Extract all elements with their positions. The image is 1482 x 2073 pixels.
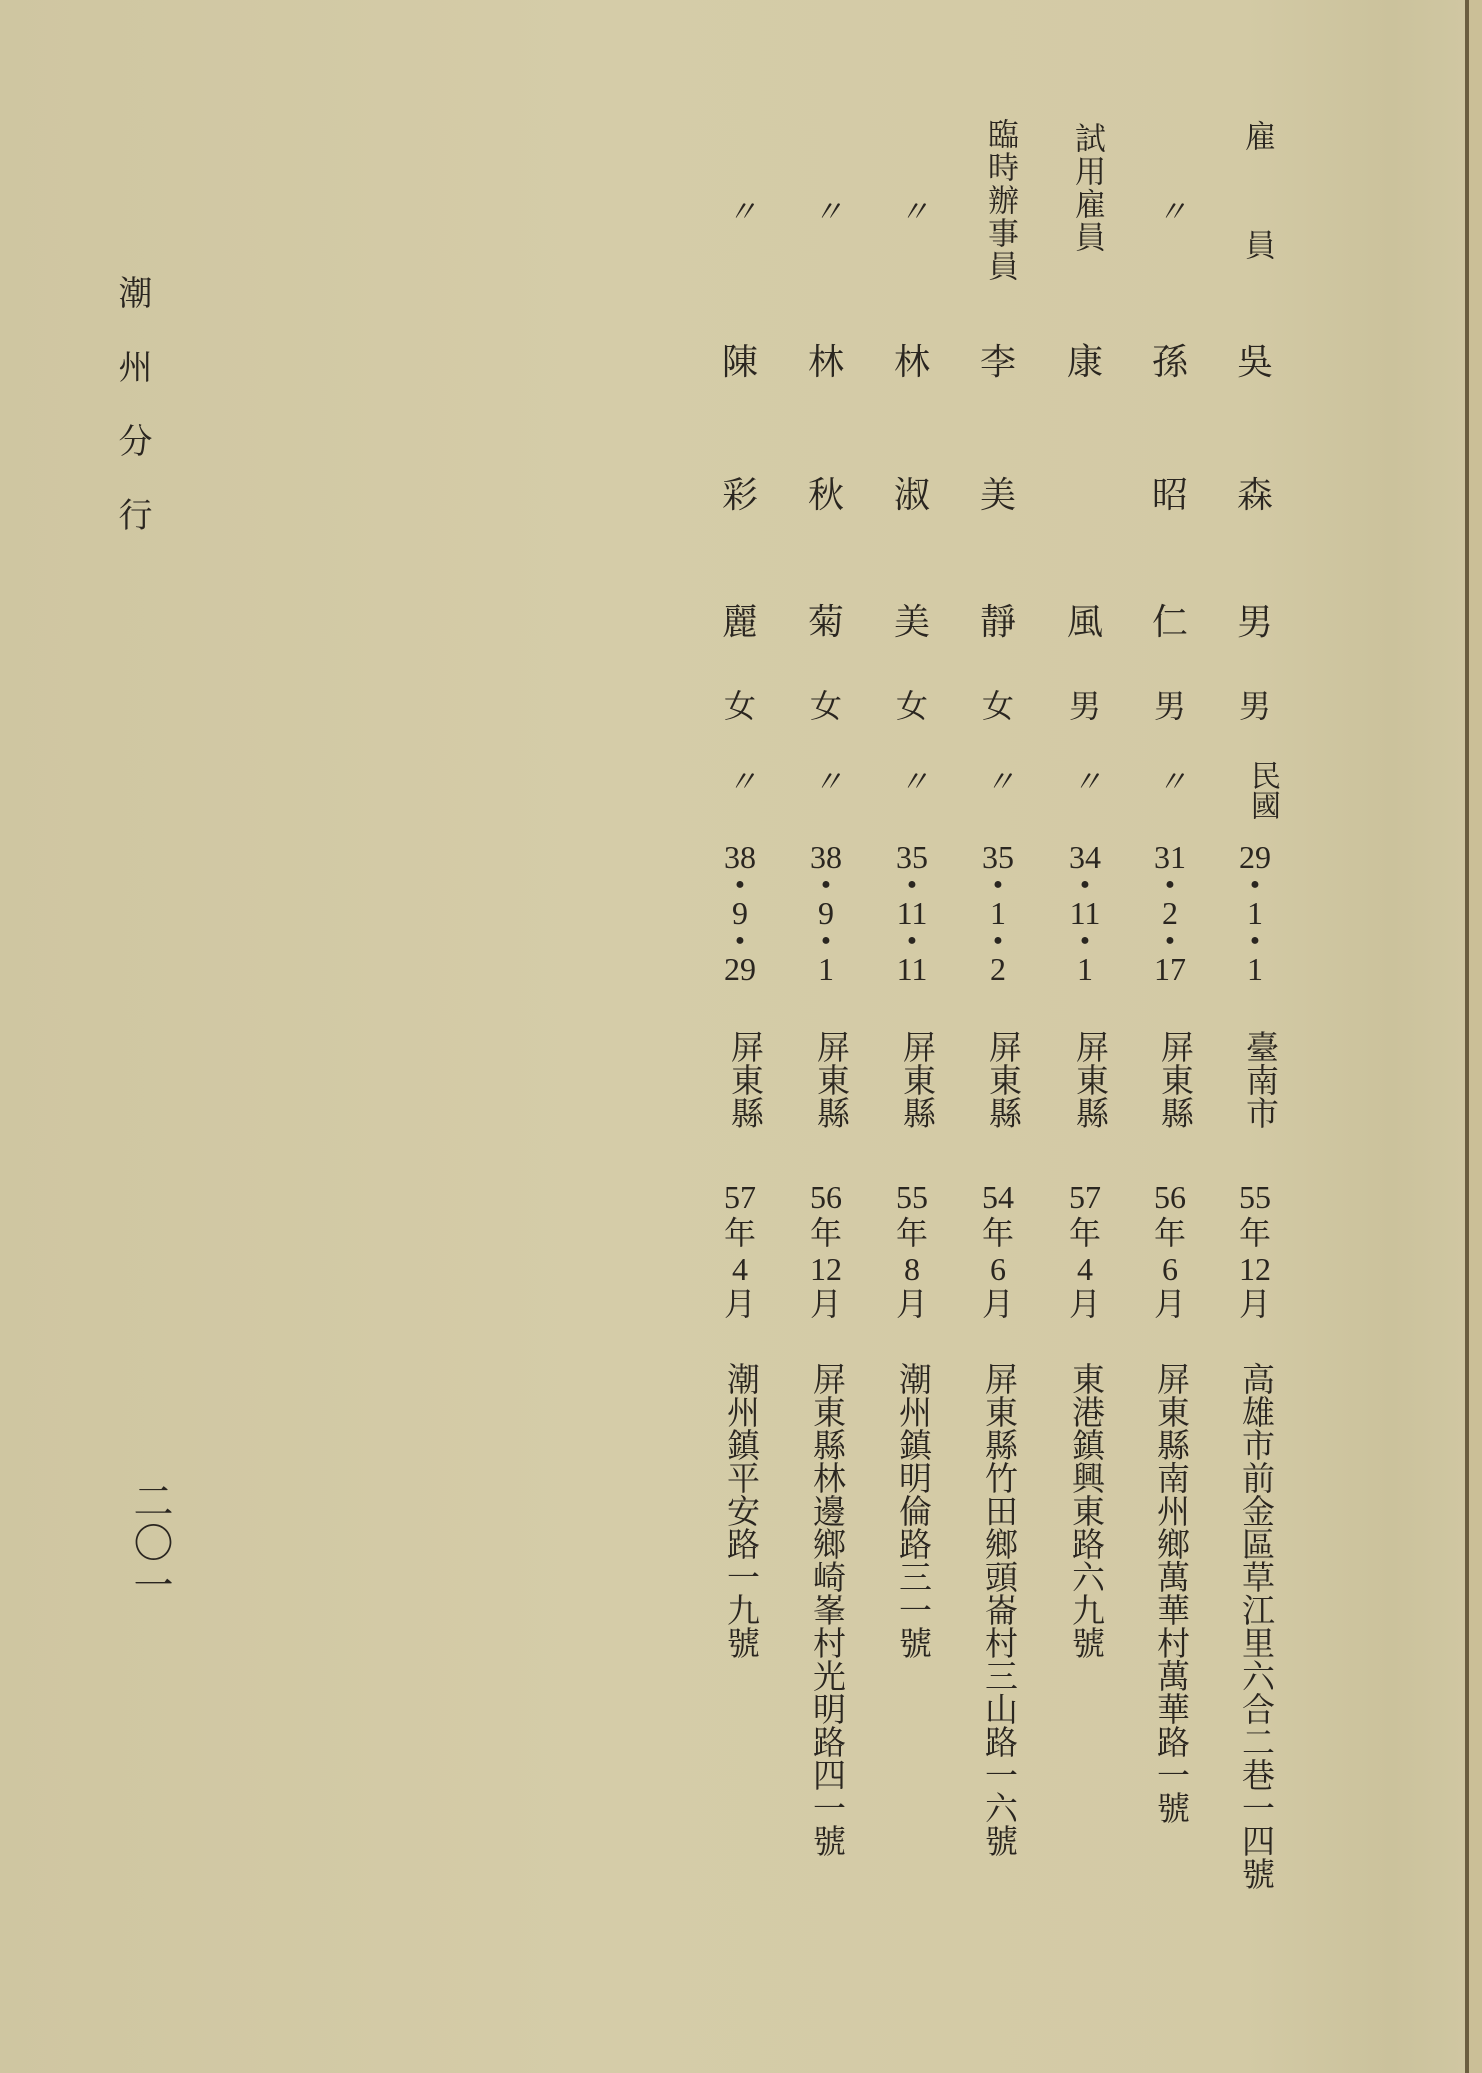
hire-part: 月 xyxy=(809,1286,842,1323)
hire-part: 12 xyxy=(810,1250,842,1287)
date-separator: ● xyxy=(1165,876,1175,894)
date-separator: ● xyxy=(821,932,831,950)
birth-ditto: 〃 xyxy=(1157,765,1183,800)
gender: 女 xyxy=(895,687,928,725)
birth-date xyxy=(1055,838,1115,988)
name-char: 李 xyxy=(979,342,1016,383)
hire-part: 6 xyxy=(1162,1250,1178,1287)
hire-part: 年 xyxy=(1238,1214,1271,1251)
name-char: 仁 xyxy=(1151,602,1188,643)
date-part: 9 xyxy=(732,894,748,931)
date-part: 11 xyxy=(896,950,928,987)
name-char: 風 xyxy=(1066,602,1103,643)
hire-part: 月 xyxy=(1153,1286,1186,1323)
branch-label: 潮州分行 xyxy=(112,275,152,571)
date-separator: ● xyxy=(1250,932,1260,950)
staff-title: 雇員 xyxy=(1239,120,1275,338)
date-part: 38 xyxy=(810,839,842,875)
name-char: 美 xyxy=(979,475,1016,516)
origin: 屏東縣 xyxy=(898,1030,937,1129)
address: 潮州鎮平安路一九號 xyxy=(722,1362,761,1659)
birth-ditto: 〃 xyxy=(727,765,753,800)
origin: 屏東縣 xyxy=(1156,1030,1195,1129)
date-separator: ● xyxy=(735,876,745,894)
name-char: 森 xyxy=(1236,475,1273,516)
name-char: 吳 xyxy=(1236,342,1273,383)
title-ditto: 〃 xyxy=(1157,195,1183,230)
page-binding xyxy=(1469,0,1482,2073)
gender: 男 xyxy=(1153,687,1186,725)
birth-date xyxy=(1140,838,1200,988)
date-part: 29 xyxy=(1239,839,1271,875)
date-separator: ● xyxy=(1250,876,1260,894)
date-part: 31 xyxy=(1154,839,1186,875)
hire-part: 57 xyxy=(1069,1179,1101,1215)
date-part: 1 xyxy=(1247,950,1263,987)
date-separator: ● xyxy=(1080,932,1090,950)
date-separator: ● xyxy=(993,876,1003,894)
name-char: 昭 xyxy=(1151,475,1188,516)
hire-date xyxy=(710,1180,770,1323)
hire-part: 月 xyxy=(981,1286,1014,1323)
hire-part: 4 xyxy=(1077,1250,1093,1287)
date-separator: ● xyxy=(907,876,917,894)
hire-part: 57 xyxy=(724,1179,756,1215)
birth-prefix: 民國 xyxy=(1245,760,1280,820)
address: 屏東縣林邊鄉崎峯村光明路四一號 xyxy=(808,1362,847,1857)
date-separator: ● xyxy=(735,932,745,950)
address: 屏東縣竹田鄉頭崙村三山路一六號 xyxy=(980,1362,1019,1857)
name-char: 林 xyxy=(893,342,930,383)
gender: 女 xyxy=(723,687,756,725)
hire-date xyxy=(1140,1180,1200,1323)
date-separator: ● xyxy=(1165,932,1175,950)
hire-part: 年 xyxy=(809,1214,842,1251)
name-char: 孫 xyxy=(1151,342,1188,383)
hire-date xyxy=(1055,1180,1115,1323)
address: 高雄市前金區草江里六合二巷一四號 xyxy=(1237,1362,1276,1890)
address: 東港鎮興東路六九號 xyxy=(1067,1362,1106,1659)
hire-part: 12 xyxy=(1239,1250,1271,1287)
hire-date xyxy=(796,1180,856,1323)
date-part: 2 xyxy=(990,950,1006,987)
origin: 臺南市 xyxy=(1241,1030,1280,1129)
page-number: 二〇一 xyxy=(127,1480,173,1606)
hire-date xyxy=(968,1180,1028,1323)
gender: 男 xyxy=(1238,687,1271,725)
date-part: 2 xyxy=(1162,894,1178,931)
hire-part: 4 xyxy=(732,1250,748,1287)
name-char: 秋 xyxy=(807,475,844,516)
date-part: 34 xyxy=(1069,839,1101,875)
hire-date xyxy=(882,1180,942,1323)
hire-part: 月 xyxy=(723,1286,756,1323)
hire-part: 8 xyxy=(904,1250,920,1287)
name-char: 靜 xyxy=(979,602,1016,643)
hire-part: 年 xyxy=(1068,1214,1101,1251)
date-part: 1 xyxy=(990,894,1006,931)
date-part: 17 xyxy=(1154,950,1186,987)
hire-part: 月 xyxy=(895,1286,928,1323)
name-char: 康 xyxy=(1066,342,1103,383)
birth-ditto: 〃 xyxy=(985,765,1011,800)
hire-part: 56 xyxy=(1154,1179,1186,1215)
hire-part: 年 xyxy=(895,1214,928,1251)
gender: 女 xyxy=(809,687,842,725)
hire-part: 月 xyxy=(1238,1286,1271,1323)
birth-ditto: 〃 xyxy=(899,765,925,800)
name-char: 彩 xyxy=(721,475,758,516)
date-part: 1 xyxy=(1247,894,1263,931)
birth-date xyxy=(1225,838,1285,988)
date-separator: ● xyxy=(821,876,831,894)
birth-date xyxy=(796,838,856,988)
origin: 屏東縣 xyxy=(984,1030,1023,1129)
origin: 屏東縣 xyxy=(1071,1030,1110,1129)
hire-part: 56 xyxy=(810,1179,842,1215)
name-char: 美 xyxy=(893,602,930,643)
date-part: 11 xyxy=(896,894,928,931)
birth-date xyxy=(882,838,942,988)
hire-part: 54 xyxy=(982,1179,1014,1215)
gender: 女 xyxy=(981,687,1014,725)
title-ditto: 〃 xyxy=(727,195,753,230)
name-char: 淑 xyxy=(893,475,930,516)
date-part: 1 xyxy=(818,950,834,987)
date-part: 1 xyxy=(1077,950,1093,987)
name-char: 男 xyxy=(1236,602,1273,643)
gender: 男 xyxy=(1068,687,1101,725)
date-part: 35 xyxy=(896,839,928,875)
address: 潮州鎮明倫路三一號 xyxy=(894,1362,933,1659)
name-char: 陳 xyxy=(721,342,758,383)
hire-part: 年 xyxy=(1153,1214,1186,1251)
origin: 屏東縣 xyxy=(812,1030,851,1129)
name-char: 林 xyxy=(807,342,844,383)
date-separator: ● xyxy=(907,932,917,950)
birth-ditto: 〃 xyxy=(1072,765,1098,800)
address: 屏東縣南州鄉萬華村萬華路一號 xyxy=(1152,1362,1191,1824)
hire-date xyxy=(1225,1180,1285,1323)
date-separator: ● xyxy=(1080,876,1090,894)
hire-part: 55 xyxy=(1239,1179,1271,1215)
birth-date xyxy=(710,838,770,988)
name-char: 麗 xyxy=(721,602,758,643)
date-part: 11 xyxy=(1069,894,1101,931)
staff-title: 試用雇員 xyxy=(1069,122,1105,254)
date-part: 9 xyxy=(818,894,834,931)
hire-part: 55 xyxy=(896,1179,928,1215)
hire-part: 月 xyxy=(1068,1286,1101,1323)
date-part: 38 xyxy=(724,839,756,875)
origin: 屏東縣 xyxy=(726,1030,765,1129)
birth-date xyxy=(968,838,1028,988)
staff-title: 臨時辦事員 xyxy=(982,118,1018,283)
hire-part: 年 xyxy=(981,1214,1014,1251)
title-ditto: 〃 xyxy=(899,195,925,230)
date-part: 29 xyxy=(724,950,756,987)
name-char: 菊 xyxy=(807,602,844,643)
title-ditto: 〃 xyxy=(813,195,839,230)
hire-part: 年 xyxy=(723,1214,756,1251)
hire-part: 6 xyxy=(990,1250,1006,1287)
birth-ditto: 〃 xyxy=(813,765,839,800)
date-part: 35 xyxy=(982,839,1014,875)
date-separator: ● xyxy=(993,932,1003,950)
